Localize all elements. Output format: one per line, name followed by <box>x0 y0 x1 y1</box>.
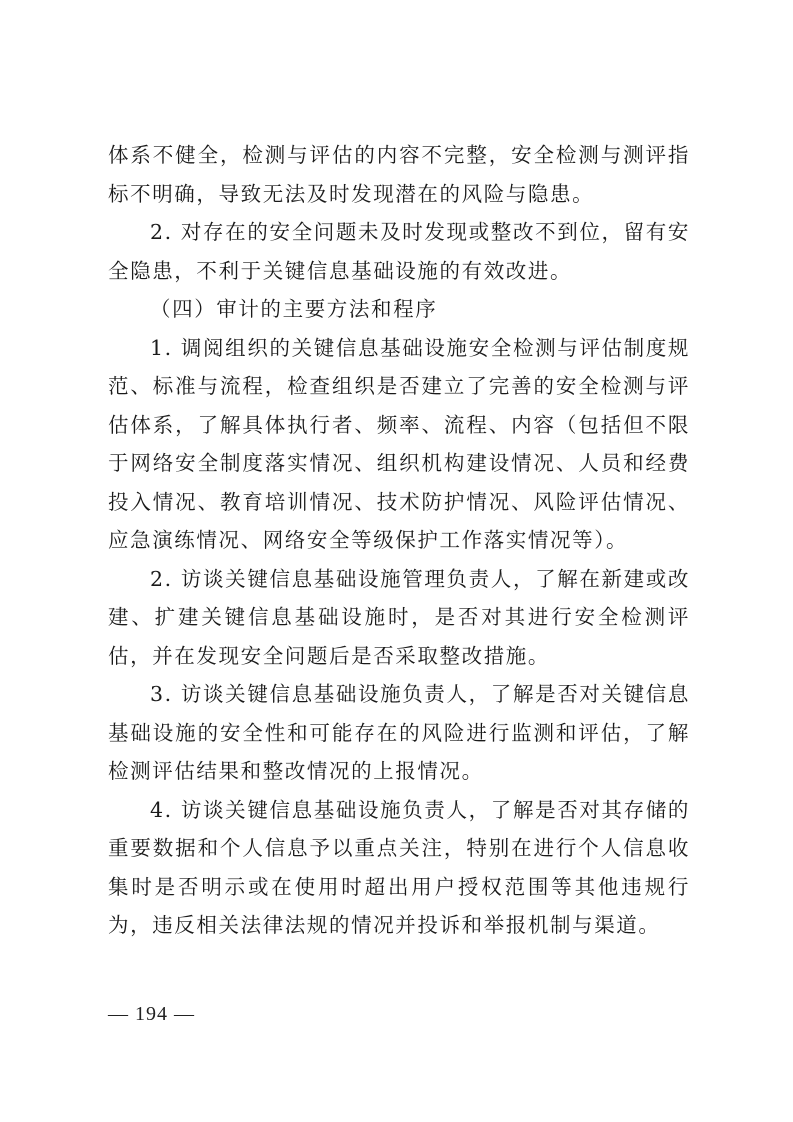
paragraph-item-2: 2. 对存在的安全问题未及时发现或整改不到位，留有安全隐患，不利于关键信息基础设施的有效改进。 <box>108 220 690 283</box>
paragraph-continuation: 体系不健全，检测与评估的内容不完整，安全检测与测评指标不明确，导致无法及时发现潜在的风险与隐患。 <box>108 143 690 206</box>
paragraph-step-4: 4. 访谈关键信息基础设施负责人，了解是否对其存储的重要数据和个人信息予以重点关注，特别在进行个人信息收集时是否明示或在使用时超出用户授权范围等其他违规行为，违反相关法律法规的情况并投诉和举报机制与渠道。 <box>108 797 690 937</box>
page-number: — 194 — <box>108 1003 195 1025</box>
paragraph-step-1: 1. 调阅组织的关键信息基础设施安全检测与评估制度规范、标准与流程，检查组织是否建立了完善的安全检测与评估体系，了解具体执行者、频率、流程、内容（包括但不限于网络安全制度落实情况、组织机构建设情况、人员和经费投入情况、教育培训情况、技术防护情况、风险评估情况、应急演练情况、网络安全等级保护工作落实情况等）。 <box>108 335 690 552</box>
section-heading: （四）审计的主要方法和程序 <box>150 297 438 321</box>
paragraph-step-2: 2. 访谈关键信息基础设施管理负责人，了解在新建或改建、扩建关键信息基础设施时，是否对其进行安全检测评估，并在发现安全问题后是否采取整改措施。 <box>108 566 690 668</box>
paragraph-step-3: 3. 访谈关键信息基础设施负责人，了解是否对关键信息基础设施的安全性和可能存在的风险进行监测和评估，了解检测评估结果和整改情况的上报情况。 <box>108 682 690 783</box>
body-text <box>108 136 690 945</box>
